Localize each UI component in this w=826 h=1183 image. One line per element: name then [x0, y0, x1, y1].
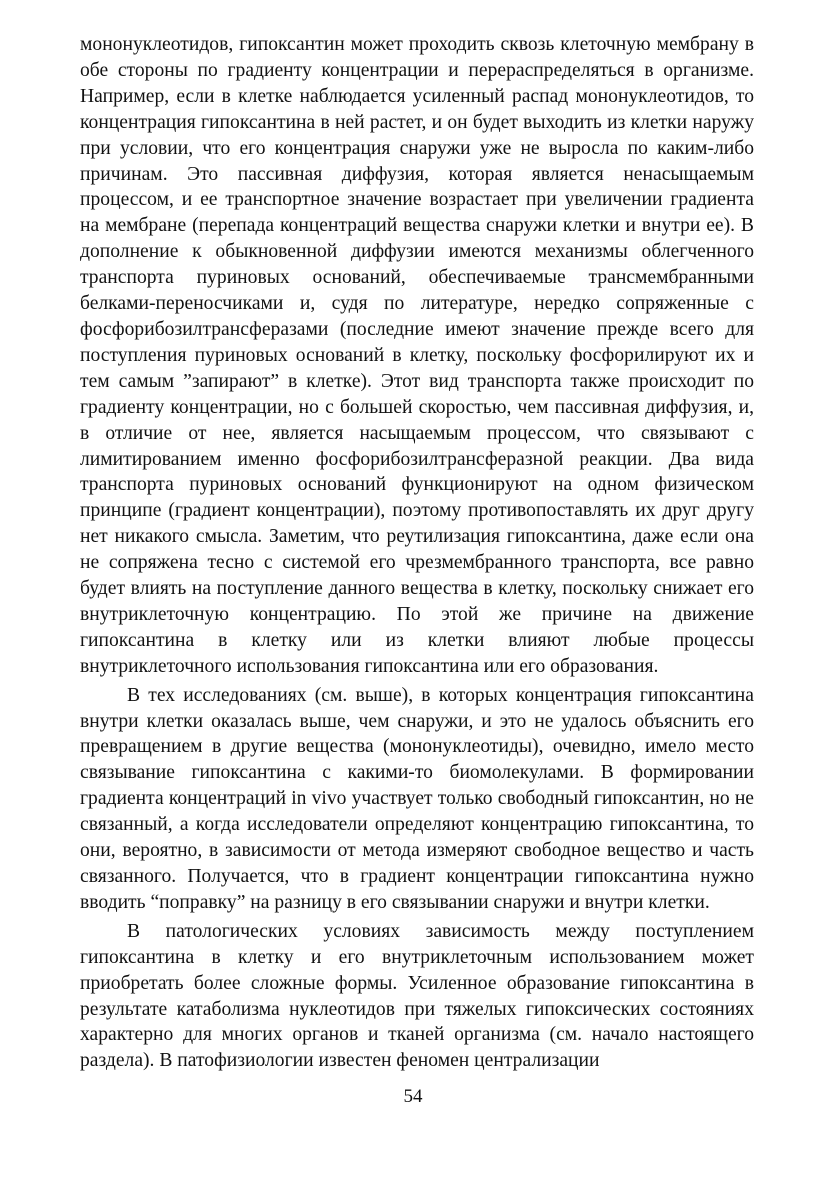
page-body	[80, 32, 754, 1074]
page-number: 54	[403, 1086, 423, 1107]
paragraph-1: мононуклеотидов, гипоксантин может проходить сквозь клеточную мембрану в обе стороны по градиенту концентрации и перераспределяться в организме. Например, если в клетке наблюдается усиленный распад мононуклеотидов, то концентрация гипоксантина в ней растет, и он будет выходить из клетки наружу при условии, что его концентрация снаружи уже не выросла по каким-либо причинам. Это пассивная диффузия, которая является ненасыщаемым процессом, и ее транспортное значение возрастает при увеличении градиента на мембране (перепада концентраций вещества снаружи клетки и внутри ее). В дополнение к обыкновенной диффузии имеются механизмы облегченного транспорта пуриновых оснований, обеспечиваемые трансмембранными белками-переносчиками и, судя по литературе, нередко сопряженные с фосфорибозилтрансферазами (последние имеют значение прежде всего для поступления пуриновых оснований в клетку, поскольку фосфорилируют их и тем самым ”запирают” в клетке). Этот вид транспорта также происходит по градиенту концентрации, но с большей скоростью, чем пассивная диффузия, и, в отличие от нее, является насыщаемым процессом, что связывают с лимитированием именно фосфорибозилтрансферазной реакции. Два вида транспорта пуриновых оснований функционируют на одном физическом принципе (градиент концентрации), поэтому противопоставлять их друг другу нет никакого смысла. Заметим, что реутилизация гипоксантина, даже если она не сопряжена тесно с системой его чрезмембранного транспорта, все равно будет влиять на поступление данного вещества в клетку, поскольку снижает его внутриклеточную концентрацию. По этой же причине на движение гипоксантина в клетку или из клетки влияют любые процессы внутриклеточного использования гипоксантина или его образования.	[80, 34, 754, 677]
paragraph-2: В тех исследованиях (см. выше), в которых концентрация гипоксантина внутри клетки оказалась выше, чем снаружи, и это не удалось объяснить его превращением в другие вещества (мононуклеотиды), очевидно, имело место связывание гипоксантина с какими-то биомолекулами. В формировании градиента концентраций in vivo участвует только свободный гипоксантин, но не связанный, а когда исследователи определяют концентрацию гипоксантина, то они, вероятно, в зависимости от метода измеряют свободное вещество и часть связанного. Получается, что в градиент концентрации гипоксантина нужно вводить “поправку” на разницу в его связывании снаружи и внутри клетки.	[80, 684, 754, 913]
paragraph-3: В патологических условиях зависимость между поступлением гипоксантина в клетку и его внутриклеточным использованием может приобретать более сложные формы. Усиленное образование гипоксантина в результате катаболизма нуклеотидов при тяжелых гипоксических состояниях характерно для многих органов и тканей организма (см. начало настоящего раздела). В патофизиологии известен феномен централизации	[80, 920, 754, 1072]
